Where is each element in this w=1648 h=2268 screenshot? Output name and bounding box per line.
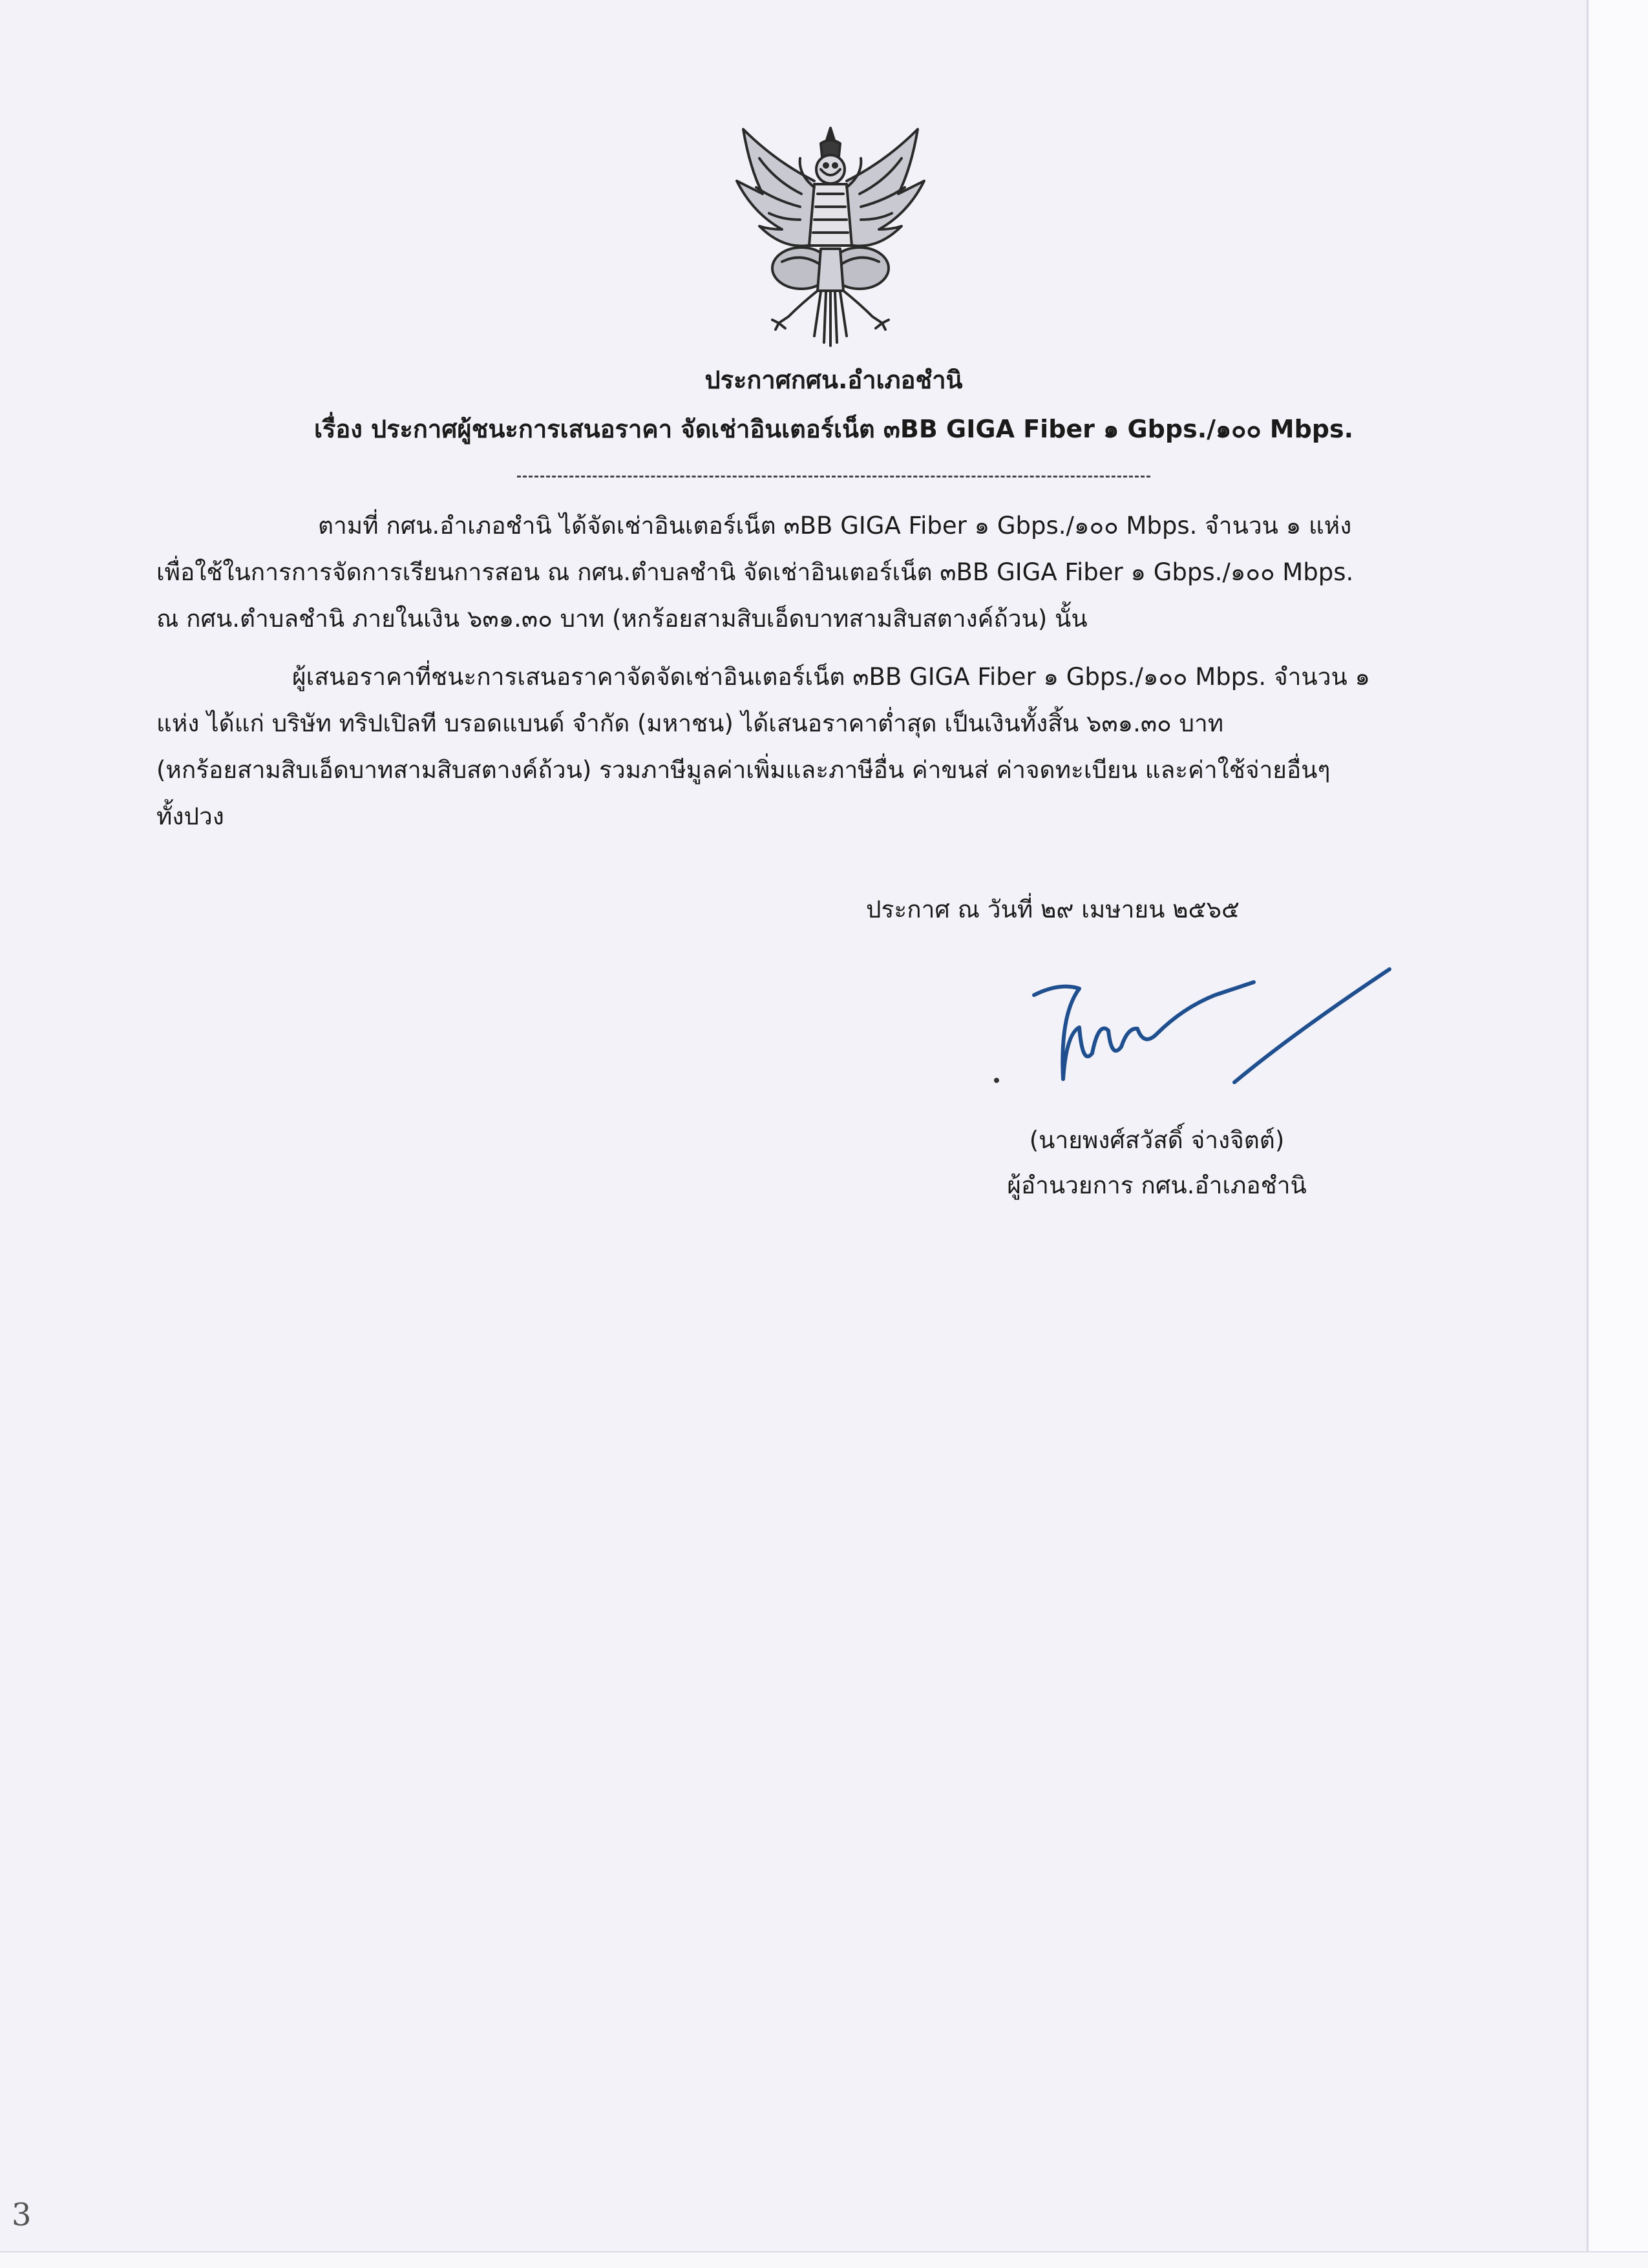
signer-position: ผู้อำนวยการ กศน.อำเภอชำนิ: [1007, 1171, 1307, 1199]
announcement-date: ประกาศ ณ วันที่ ๒๙ เมษายน ๒๕๖๕: [866, 896, 1240, 923]
handwritten-signature: [982, 956, 1396, 1111]
announcement-subject: เรื่อง ประกาศผู้ชนะการเสนอราคา จัดเช่าอินเตอร์เน็ต ๓BB GIGA Fiber ๑ Gbps./๑๐๐ Mbps.: [313, 415, 1354, 443]
paragraph-2-line-1: ผู้เสนอราคาที่ชนะการเสนอราคาจัดจัดเช่าอินเตอร์เน็ต ๓BB GIGA Fiber ๑ Gbps./๑๐๐ Mbps. จำนวน ๑: [292, 663, 1371, 691]
announcement-title: ประกาศกศน.อำเภอชำนิ: [704, 366, 963, 394]
paragraph-2-line-2: แห่ง ได้แก่ บริษัท ทริปเปิลที บรอดแบนด์ จำกัด (มหาชน) ได้เสนอราคาต่ำสุด เป็นเงินทั้งสิ้น ๖๓๑.๓๐ บาท: [156, 709, 1224, 737]
page-mark: 3: [12, 2197, 32, 2233]
paragraph-1-line-3: ณ กศน.ตำบลชำนิ ภายในเงิน ๖๓๑.๓๐ บาท (หกร้อยสามสิบเอ็ดบาทสามสิบสตางค์ถ้วน) นั้น: [156, 605, 1088, 633]
paragraph-2-line-3: (หกร้อยสามสิบเอ็ดบาทสามสิบสตางค์ถ้วน) รวมภาษีมูลค่าเพิ่มและภาษีอื่น ค่าขนส่ ค่าจดทะเบียน และค่าใช้จ่ายอื่นๆ: [156, 756, 1331, 784]
paragraph-1-line-1: ตามที่ กศน.อำเภอชำนิ ได้จัดเช่าอินเตอร์เน็ต ๓BB GIGA Fiber ๑ Gbps./๑๐๐ Mbps. จำนวน ๑ แห่ง: [318, 512, 1352, 540]
scan-bottom-edge: [0, 2251, 1648, 2268]
title-divider: [517, 476, 1150, 478]
scan-paper-edge: [1587, 0, 1648, 2268]
paragraph-1-line-2: เพื่อใช้ในการการจัดการเรียนการสอน ณ กศน.ตำบลชำนิ จัดเช่าอินเตอร์เน็ต ๓BB GIGA Fiber ๑ Gbps./๑๐๐ Mbps.: [156, 558, 1354, 586]
paragraph-2-line-4: ทั้งปวง: [156, 803, 224, 830]
signer-name: (นายพงศ์สวัสดิ์ จ่างจิตต์): [1029, 1126, 1285, 1154]
garuda-emblem-icon: [724, 123, 937, 349]
